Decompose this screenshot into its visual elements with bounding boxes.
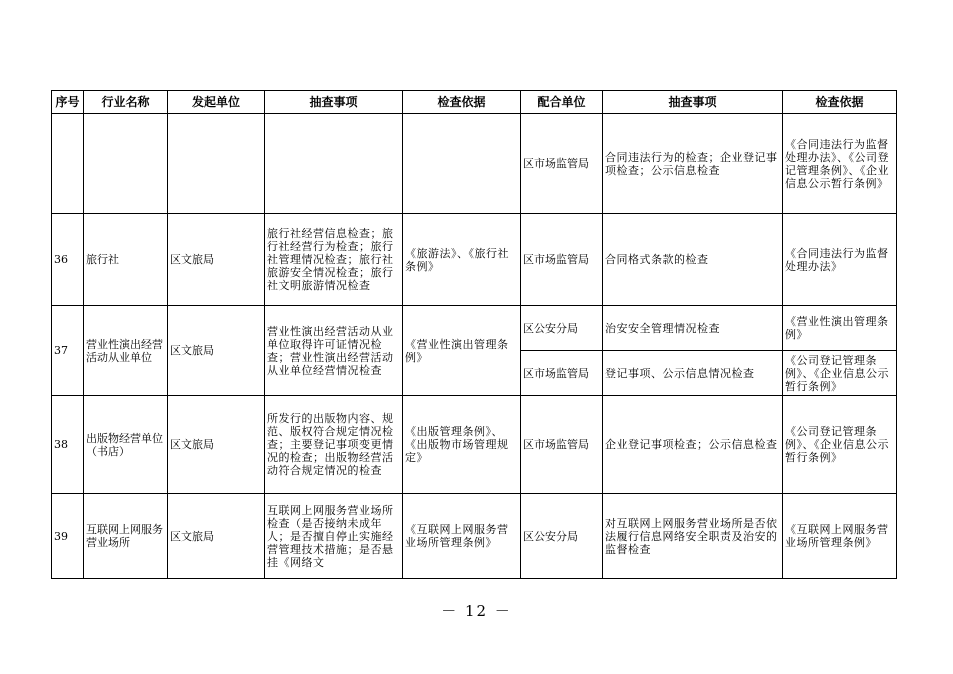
row-number: 37: [52, 306, 84, 396]
industry-name: 出版物经营单位（书店）: [84, 396, 168, 494]
table-row: [52, 306, 897, 351]
initiator-unit: [168, 114, 265, 214]
initiator-unit: 区文旅局: [168, 396, 265, 494]
page-number: － 12 －: [441, 602, 512, 620]
initiator-unit: 区文旅局: [168, 494, 265, 579]
inspection-items: 旅行社经营信息检查；旅行社经营行为检查；旅行社管理情况检查；旅行社旅游安全情况检查；旅行社文明旅游情况检查: [265, 214, 403, 306]
partner-items: 合同违法行为的检查；企业登记事项检查；公示信息检查: [603, 114, 783, 214]
row-number: 38: [52, 396, 84, 494]
partner-unit: 区市场监管局: [521, 351, 603, 396]
col-header-partner-items: 抽查事项: [603, 91, 783, 114]
table-row: [52, 214, 897, 306]
partner-basis: 《营业性演出管理条例》: [783, 306, 897, 351]
table-row: [52, 396, 897, 494]
table-row: [52, 114, 897, 214]
partner-basis: 《公司登记管理条例》、《企业信息公示暂行条例》: [783, 396, 897, 494]
inspection-basis: 《出版管理条例》、《出版物市场管理规定》: [403, 396, 521, 494]
col-header-industry: 行业名称: [84, 91, 168, 114]
col-header-partner-unit: 配合单位: [521, 91, 603, 114]
industry-name: 互联网上网服务营业场所: [84, 494, 168, 579]
partner-unit: 区市场监管局: [521, 214, 603, 306]
partner-items: 企业登记事项检查；公示信息检查: [603, 396, 783, 494]
partner-unit: 区公安分局: [521, 494, 603, 579]
industry-name: [84, 114, 168, 214]
col-header-initiator: 发起单位: [168, 91, 265, 114]
inspection-basis: 《互联网上网服务营业场所管理条例》: [403, 494, 521, 579]
col-header-basis: 检查依据: [403, 91, 521, 114]
col-header-items: 抽查事项: [265, 91, 403, 114]
industry-name: 旅行社: [84, 214, 168, 306]
initiator-unit: 区文旅局: [168, 306, 265, 396]
initiator-unit: 区文旅局: [168, 214, 265, 306]
partner-items: 治安安全管理情况检查: [603, 306, 783, 351]
partner-basis: 《合同违法行为监督处理办法》: [783, 214, 897, 306]
row-number: [52, 114, 84, 214]
row-number: 39: [52, 494, 84, 579]
inspection-items: [265, 114, 403, 214]
partner-items: 对互联网上网服务营业场所是否依法履行信息网络安全职责及治安的监督检查: [603, 494, 783, 579]
partner-unit: 区市场监管局: [521, 114, 603, 214]
col-header-no: 序号: [52, 91, 84, 114]
col-header-partner-basis: 检查依据: [783, 91, 897, 114]
inspection-items: 营业性演出经营活动从业单位取得许可证情况检查；营业性演出经营活动从业单位经营情况检查: [265, 306, 403, 396]
table-row: [52, 494, 897, 579]
inspection-table: [51, 90, 897, 579]
inspection-basis: 《旅游法》、《旅行社条例》: [403, 214, 521, 306]
partner-items: 登记事项、公示信息情况检查: [603, 351, 783, 396]
inspection-items: 所发行的出版物内容、规范、版权符合规定情况检查；主要登记事项变更情况的检查；出版物经营活动符合规定情况的检查: [265, 396, 403, 494]
row-number: 36: [52, 214, 84, 306]
header-row: [52, 91, 897, 114]
partner-basis: 《互联网上网服务营业场所管理条例》: [783, 494, 897, 579]
partner-unit: 区公安分局: [521, 306, 603, 351]
partner-unit: 区市场监管局: [521, 396, 603, 494]
partner-basis: 《公司登记管理条例》、《企业信息公示暂行条例》: [783, 351, 897, 396]
industry-name: 营业性演出经营活动从业单位: [84, 306, 168, 396]
partner-items: 合同格式条款的检查: [603, 214, 783, 306]
inspection-basis: [403, 114, 521, 214]
inspection-items: 互联网上网服务营业场所检查（是否接纳未成年人；是否擅自停止实施经营管理技术措施；是否悬挂《网络文: [265, 494, 403, 579]
inspection-basis: 《营业性演出管理条例》: [403, 306, 521, 396]
partner-basis: 《合同违法行为监督处理办法》、《公司登记管理条例》、《企业信息公示暂行条例》: [783, 114, 897, 214]
